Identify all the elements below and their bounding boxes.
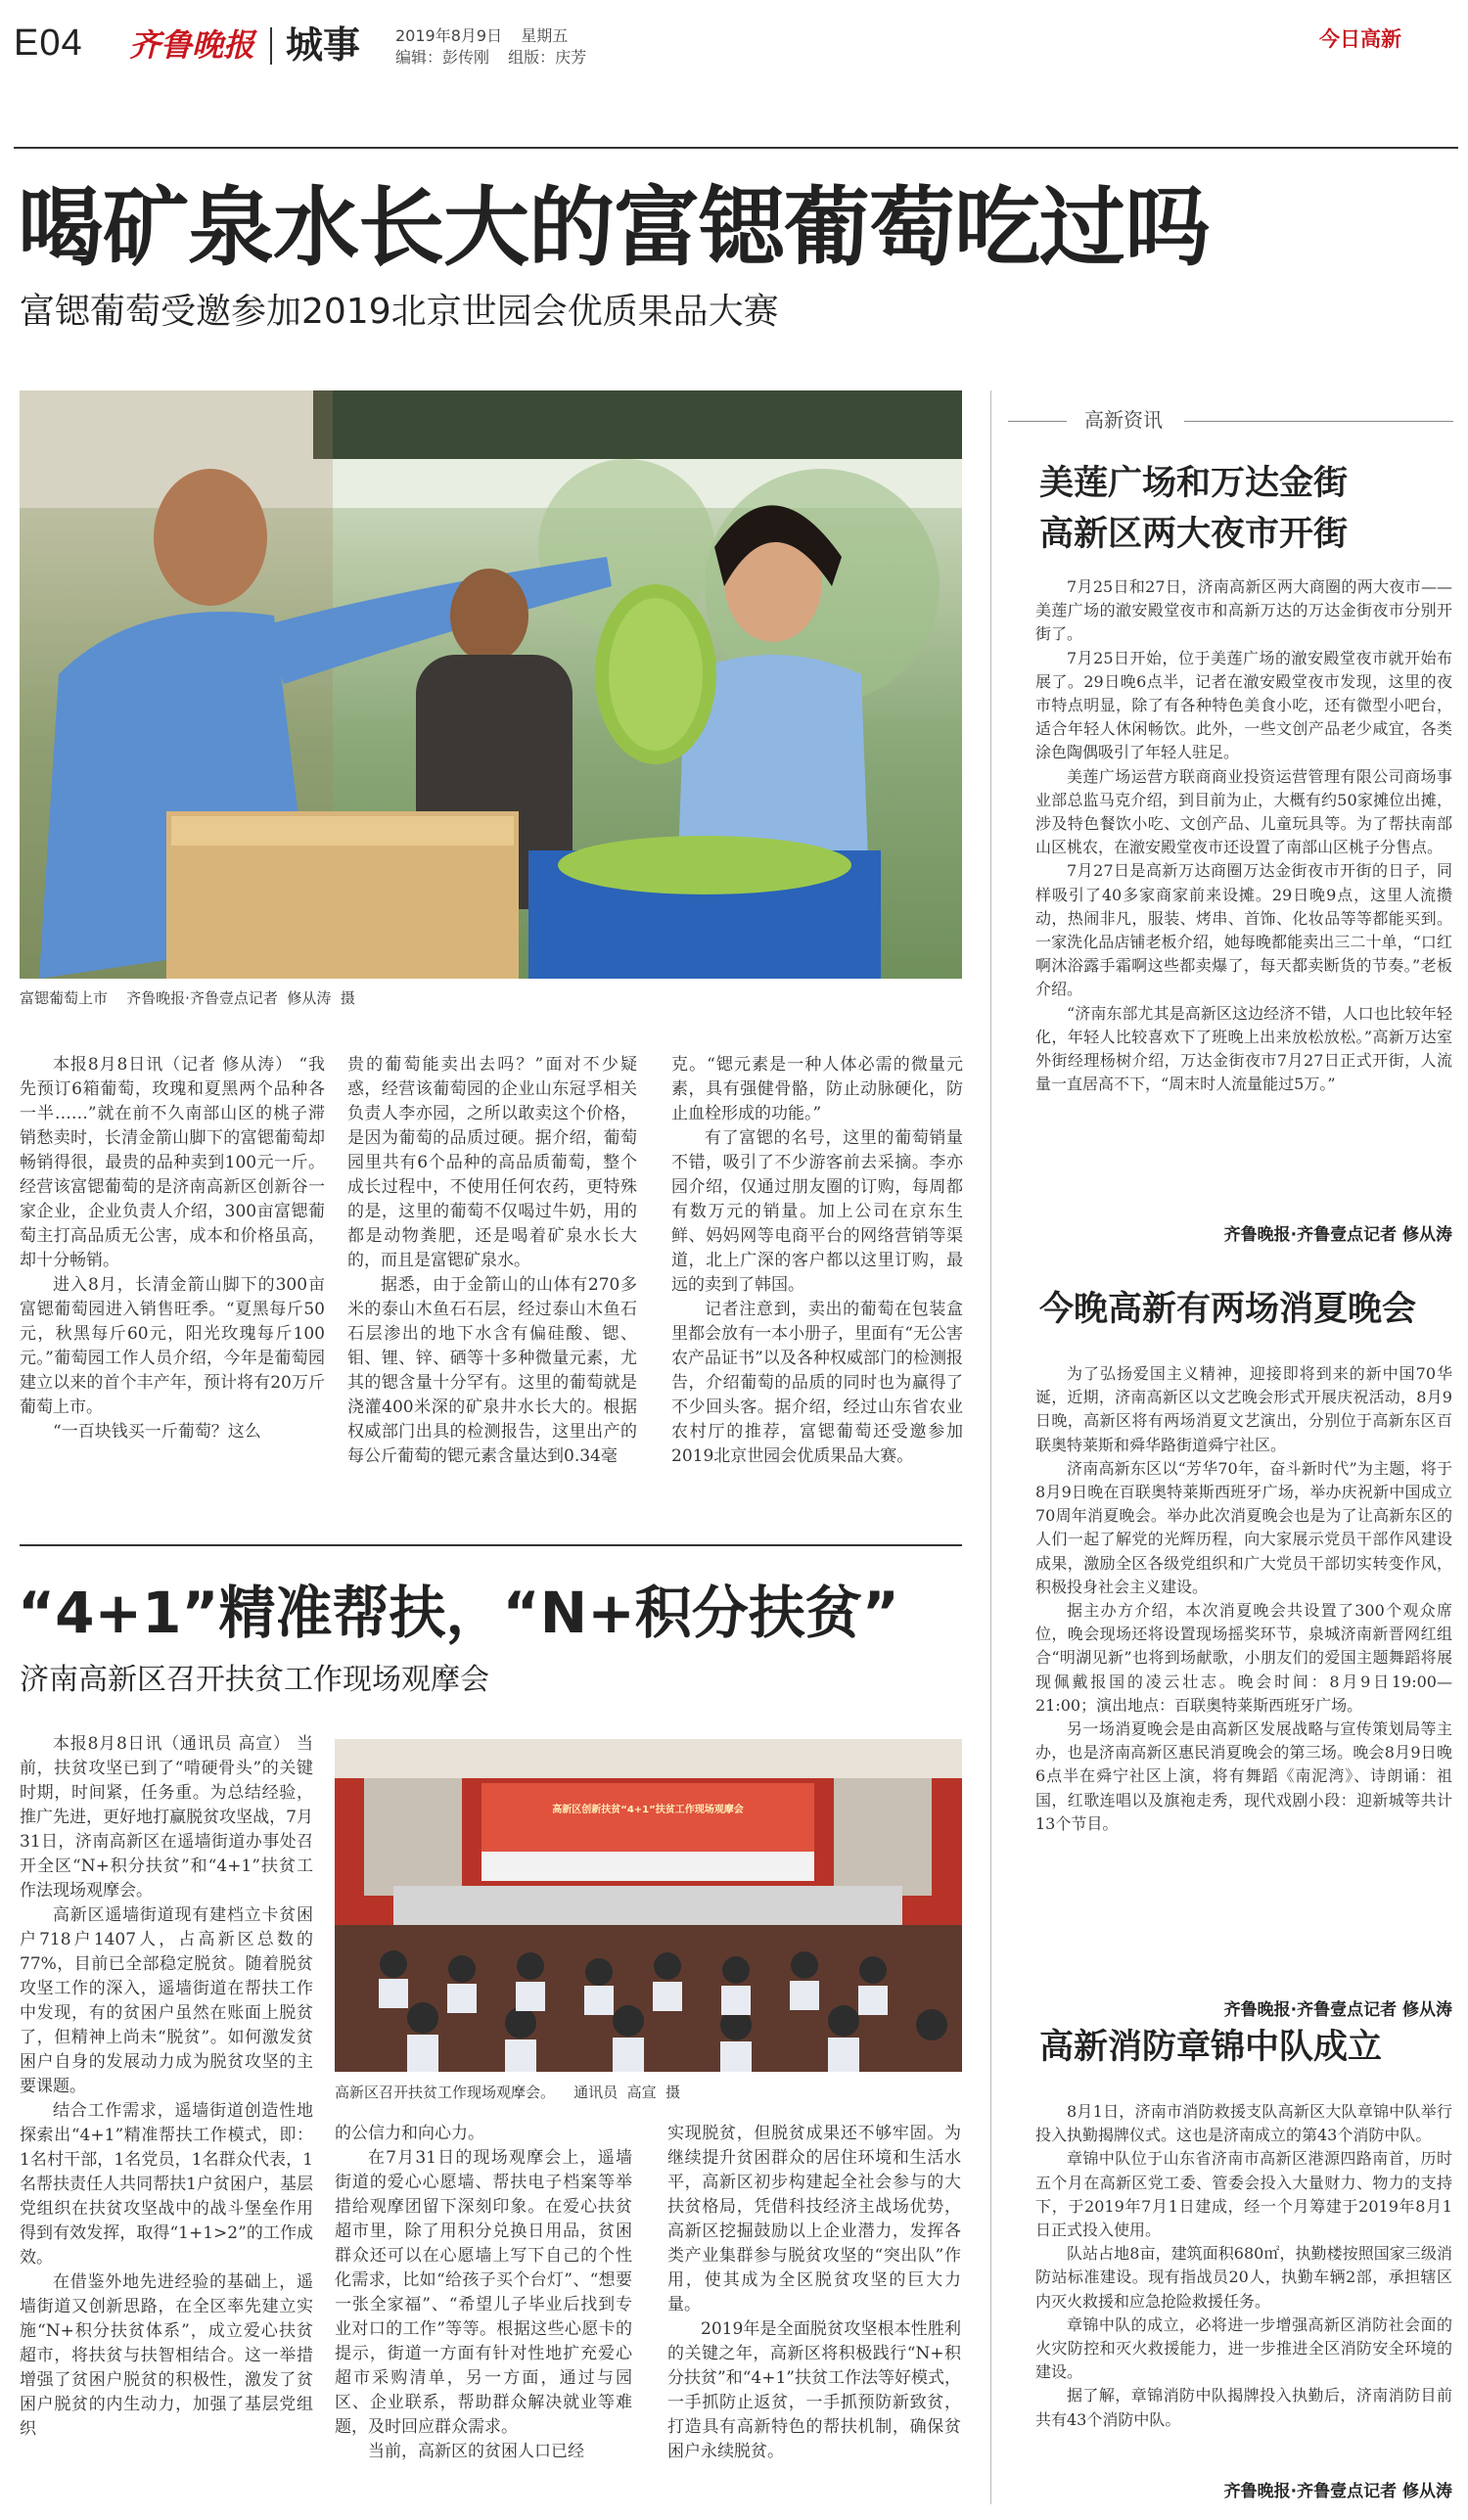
article2-p4: 在借鉴外地先进经验的基础上，遥墙街道又创新思路，在全区率先建立实施“N+积分扶贫体系”，成立爱心扶贫超市，将扶贫与扶智相结合。这一举措增强了贫困户脱贫的积极性，激发了贫困户脱贫的内生动力，加强了基层党组织 xyxy=(20,2272,313,2439)
header-divider xyxy=(270,27,272,65)
s2-p4: 另一场消夏晚会是由高新区发展战略与宣传策划局等主办，也是济南高新区惠民消夏晚会的第三场。晚会8月9日晚6点半在舜宁社区上演，将有舞蹈《南泥湾》、诗朗诵：祖国，红歌连唱以及旗袍走秀，现代戏剧小段：迎新城等共计13个节目。 xyxy=(1035,1719,1452,1833)
s2-p3: 据主办方介绍，本次消夏晚会共设置了300个观众席位，晚会现场还将设置现场摇奖环节，泉城济南新晋网红组合“明湖见新”也将到场献歌，小朋友们的爱国主题舞蹈将展现佩戴报国的凌云壮志。晚会时间：8月9日19:00—21:00；演出地点：百联奥特莱斯西班牙广场。 xyxy=(1035,1601,1452,1715)
article2-headline: “4+1”精准帮扶，“N+积分扶贫” xyxy=(18,1580,899,1646)
article2-p2: 高新区遥墙街道现有建档立卡贫困户718户1407人，占高新区总数的77%，目前已全部稳定脱贫。随着脱贫攻坚工作的深入，遥墙街道在帮扶工作中发现，有的贫困户虽然在账面上脱贫了，但精神上尚未“脱贫”。如何激发贫困户自身的发展动力成为脱贫攻坚的主要课题。 xyxy=(20,1905,313,2096)
s3-p3: 队站占地8亩，建筑面积680㎡，执勤楼按照国家三级消防站标准建设。现有指战员20人，执勤车辆2部，承担辖区内灭火救援和应急抢险救援任务。 xyxy=(1035,2244,1452,2311)
s1-p1: 7月25日和27日，济南高新区两大商圈的两大夜市——美莲广场的澈安殿堂夜市和高新万达的万达金街夜市分别开街了。 xyxy=(1035,577,1452,644)
s1-p2: 7月25日开始，位于美莲广场的澈安殿堂夜市就开始布展了。29日晚6点半，记者在澈安殿堂夜市发现，这里的夜市特点明显，除了有各种特色美食小吃，还有微型小吧台，适合年轻人休闲畅饮。此外，一些文创产品老少咸宜，各类涂色陶偶吸引了年轻人驻足。 xyxy=(1035,648,1452,762)
article2-p5: 的公信力和向心力。 xyxy=(335,2124,484,2143)
s3-p4: 章锦中队的成立，必将进一步增强高新区消防社会面的火灾防控和灭火救援能力，进一步推进全区消防安全环境的建设。 xyxy=(1035,2314,1452,2382)
meeting-photo-caption: 高新区召开扶贫工作现场观摩会。 通讯员 高宣 摄 xyxy=(335,2084,681,2101)
s3-p1: 8月1日，济南市消防救援支队高新区大队章锦中队举行投入执勤揭牌仪式。这也是济南成立的第43个消防中队。 xyxy=(1035,2102,1452,2145)
s3-p5: 据了解，章锦消防中队揭牌投入执勤后，济南消防目前共有43个消防中队。 xyxy=(1035,2386,1452,2429)
s3-byline: 齐鲁晚报·齐鲁壹点记者 修从涛 xyxy=(1223,2482,1452,2501)
article1-p8: 记者注意到，卖出的葡萄在包装盒里都会放有一本小册子，里面有“无公害农产品证书”以及各种权威部门的检测报告，介绍葡萄的品质的同时也为赢得了不少回头客。据介绍，经过山东省农业农村厅的推荐，富锶葡萄还受邀参加2019北京世园会优质果品大赛。 xyxy=(671,1300,963,1466)
s1-headline-line1: 美莲广场和万达金街 xyxy=(1039,464,1349,503)
header-meta xyxy=(395,25,586,69)
article1-col1 xyxy=(20,1053,325,1444)
article1-subheadline: 富锶葡萄受邀参加2019北京世园会优质果品大赛 xyxy=(20,292,779,332)
s3-headline: 高新消防章锦中队成立 xyxy=(1039,2028,1383,2067)
article1-p5: 据悉，由于金箭山的山体有270多米的泰山木鱼石石层，经过泰山木鱼石石层渗出的地下水含有偏硅酸、锶、钼、锂、锌、硒等十多种微量元素，尤其的锶含量十分罕有。这里的葡萄就是浇灌400米深的矿泉井水长大的。根据权威部门出具的检测报告，这里出产的每公斤葡萄的锶元素含量达到0.34毫 xyxy=(347,1275,637,1466)
article2-p7: 当前，高新区的贫困人口已经 xyxy=(368,2442,584,2461)
s1-headline-line2: 高新区两大夜市开街 xyxy=(1039,515,1349,554)
article1-col2 xyxy=(347,1053,637,1469)
article2-col3 xyxy=(667,2122,961,2464)
sidebar-label: 高新资讯 xyxy=(1084,408,1163,432)
layout-credit: 组版：庆芳 xyxy=(508,48,587,67)
s3-p2: 章锦中队位于山东省济南市高新区港源四路南首，历时五个月在高新区党工委、管委会投入大量财力、物力的支持下，于2019年7月1日建成，经一个月筹建于2019年8月1日正式投入使用。 xyxy=(1035,2149,1452,2240)
article2-p6: 在7月31日的现场观摩会上，遥墙街道的爱心心愿墙、帮扶电子档案等举措给观摩团留下深刻印象。在爱心扶贫超市里，除了用积分兑换日用品，贫困群众还可以在心愿墙上写下自己的个性化需求，比如“给孩子买个台灯”、“想要一张全家福”、“希望儿子毕业后找到专业对口的工作”等等。根据这些心愿卡的提示，街道一方面有针对性地扩充爱心超市采购清单，另一方面，通过与园区、企业联系，帮助群众解决就业等难题，及时回应群众需求。 xyxy=(335,2148,632,2437)
article2-p1: 本报8月8日讯（通讯员 高宣） 当前，扶贫攻坚已到了“啃硬骨头”的关键时期，时间紧，任务重。为总结经验，推广先进，更好地打赢脱贫攻坚战，7月31日，济南高新区在遥墙街道办事处召开全区“N+积分扶贫”和“4+1”扶贫工作法现场观摩会。 xyxy=(20,1734,313,1901)
article1-headline: 喝矿泉水长大的富锶葡萄吃过吗 xyxy=(18,177,1211,278)
s1-p5: “济南东部尤其是高新区这边经济不错，人口也比较年轻化，年轻人比较喜欢下了班晚上出来放松放松。”高新万达室外街经理杨树介绍，万达金街夜市7月27日正式开街，人流量一直居高不下，“周末时人流量能过5万。” xyxy=(1035,1003,1452,1094)
s1-p4: 7月27日是高新万达商圈万达金街夜市开街的日子，同样吸引了40多家商家前来设摊。29日晚9点，这里人流攒动，热闹非凡，服装、烤串、首饰、化妆品等等都能买到。一家洗化品店铺老板介绍，她每晚都能卖出三二十单，“口红啊沐浴露手霜啊这些都卖爆了，每天都卖断货的节奏。”老板介绍。 xyxy=(1035,861,1452,999)
s2-headline: 今晚高新有两场消夏晚会 xyxy=(1039,1290,1417,1329)
header-rule xyxy=(14,147,1458,149)
s1-p3: 美莲广场运营方联商商业投资运营管理有限公司商场事业部总监马克介绍，到目前为止，大概有约50家摊位出摊，涉及特色餐饮小吃、文创产品、儿童玩具等。为了帮扶南部山区桃农，在澈安殿堂夜市还设置了南部山区桃子分售点。 xyxy=(1035,766,1452,857)
grape-photo-caption: 富锶葡萄上市 齐鲁晚报·齐鲁壹点记者 修从涛 摄 xyxy=(20,989,355,1007)
meeting-banner-text: 高新区创新扶贫“4+1”扶贫工作现场观摩会 xyxy=(552,1805,744,1815)
sidebar-label-rule-right xyxy=(1184,421,1453,422)
article2-col2 xyxy=(335,2122,632,2464)
section-tag: 今日高新 xyxy=(1319,27,1401,51)
s2-p1: 为了弘扬爱国主义精神，迎接即将到来的新中国70华诞，近期，济南高新区以文艺晚会形式开展庆祝活动，8月9日晚，高新区将有两场消夏文艺演出，分别位于高新东区百联奥特莱斯和舜华路街道舜宁社区。 xyxy=(1035,1364,1452,1454)
article1-p6: 克。“锶元素是一种人体必需的微量元素，具有强健骨骼，防止动脉硬化，防止血栓形成的功能。” xyxy=(671,1055,963,1123)
page-number: E04 xyxy=(14,23,83,64)
editor-credit: 编辑：彭传刚 xyxy=(395,48,490,67)
article1-p3: “一百块钱买一斤葡萄？这么 xyxy=(53,1422,261,1442)
article2-subheadline: 济南高新区召开扶贫工作现场观摩会 xyxy=(20,1663,489,1697)
section-title: 城事 xyxy=(286,23,361,67)
s1-byline: 齐鲁晚报·齐鲁壹点记者 修从涛 xyxy=(1223,1225,1452,1245)
sidebar-label-rule-left xyxy=(1008,421,1067,422)
s2-byline: 齐鲁晚报·齐鲁壹点记者 修从涛 xyxy=(1223,2000,1452,2020)
paper-name: 齐鲁晚报 xyxy=(129,26,255,64)
article2-p8: 实现脱贫，但脱贫成果还不够牢固。为继续提升贫困群众的居住环境和生活水平，高新区初步构建起全社会参与的大扶贫格局，凭借科技经济主战场优势，高新区挖掘鼓励以上企业潜力，发挥各类产业集群参与脱贫攻坚的“突出队”作用，使其成为全区脱贫攻坚的巨大力量。 xyxy=(667,2124,961,2314)
s1-body xyxy=(1035,575,1452,1096)
article1-p1: 本报8月8日讯（记者 修从涛） “我先预订6箱葡萄，玫瑰和夏黑两个品种各一半……”就在前不久南部山区的桃子滞销愁卖时，长清金箭山脚下的富锶葡萄却畅销得很，最贵的品种卖到100元一斤。经营该富锶葡萄的是济南高新区创新谷一家企业，企业负责人介绍，300亩富锶葡萄主打高品质无公害，成本和价格虽高，却十分畅销。 xyxy=(20,1055,325,1270)
article-divider xyxy=(20,1544,962,1546)
article2-p3: 结合工作需求，遥墙街道创造性地探索出“4+1”精准帮扶工作模式，即：1名村干部，1名党员，1名群众代表，1名帮扶责任人共同帮扶1户贫困户，基层党组织在扶贫攻坚战中的战斗堡垒作用得到有效发挥，取得“1+1>2”的工作成效。 xyxy=(20,2101,313,2268)
s2-p2: 济南高新东区以“芳华70年，奋斗新时代”为主题，将于8月9日晚在百联奥特莱斯西班牙广场，举办庆祝新中国成立70周年消夏晚会。举办此次消夏晚会也是为了让高新东区的人们一起了解党的光辉历程，向大家展示党员干部作风建设成果，激励全区各级党组织和广大党员干部切实转变作风，积极投身社会主义建设。 xyxy=(1035,1458,1452,1596)
article1-p7: 有了富锶的名号，这里的葡萄销量不错，吸引了不少游客前去采摘。李亦园介绍，仅通过朋友圈的订购，每周都有数万元的销量。加上公司在京东生鲜、妈妈网等电商平台的网络营销等渠道，北上广深的客户都以这里订购，最远的卖到了韩国。 xyxy=(671,1128,963,1295)
meeting-photo xyxy=(335,1739,962,2072)
s2-body xyxy=(1035,1362,1452,1836)
sidebar-divider xyxy=(990,390,991,2504)
s1-headline xyxy=(1039,458,1348,560)
article1-col3 xyxy=(671,1053,963,1469)
s3-body xyxy=(1035,2100,1452,2432)
issue-date: 2019年8月9日 xyxy=(395,26,503,45)
grape-photo xyxy=(20,390,962,979)
article1-p4: 贵的葡萄能卖出去吗？”面对不少疑惑，经营该葡萄园的企业山东冠孚相关负责人李亦园，之所以敢卖这个价格，是因为葡萄的品质过硬。据介绍，葡萄园里共有6个品种的高品质葡萄，整个成长过程中，不使用任何农药，更特殊的是，这里的葡萄不仅喝过牛奶，用的都是动物粪肥，还是喝着矿泉水长大的，而且是富锶矿泉水。 xyxy=(347,1055,637,1270)
grape-photo-art xyxy=(20,390,962,979)
article2-p9: 2019年是全面脱贫攻坚根本性胜利的关键之年，高新区将积极践行“N+积分扶贫”和“4+1”扶贫工作法等好模式，一手抓防止返贫，一手抓预防新致贫，打造具有高新特色的帮扶机制，确保贫困户永续脱贫。 xyxy=(667,2319,961,2461)
issue-weekday: 星期五 xyxy=(521,26,569,45)
meeting-photo-art xyxy=(335,1739,962,2072)
article1-p2: 进入8月，长清金箭山脚下的300亩富锶葡萄园进入销售旺季。“夏黑每斤50元，秋黑每斤60元，阳光玫瑰每斤100元。”葡萄园工作人员介绍，今年是葡萄园建立以来的首个丰产年，预计将有20万斤葡萄上市。 xyxy=(20,1275,325,1417)
article2-col1 xyxy=(20,1732,313,2442)
